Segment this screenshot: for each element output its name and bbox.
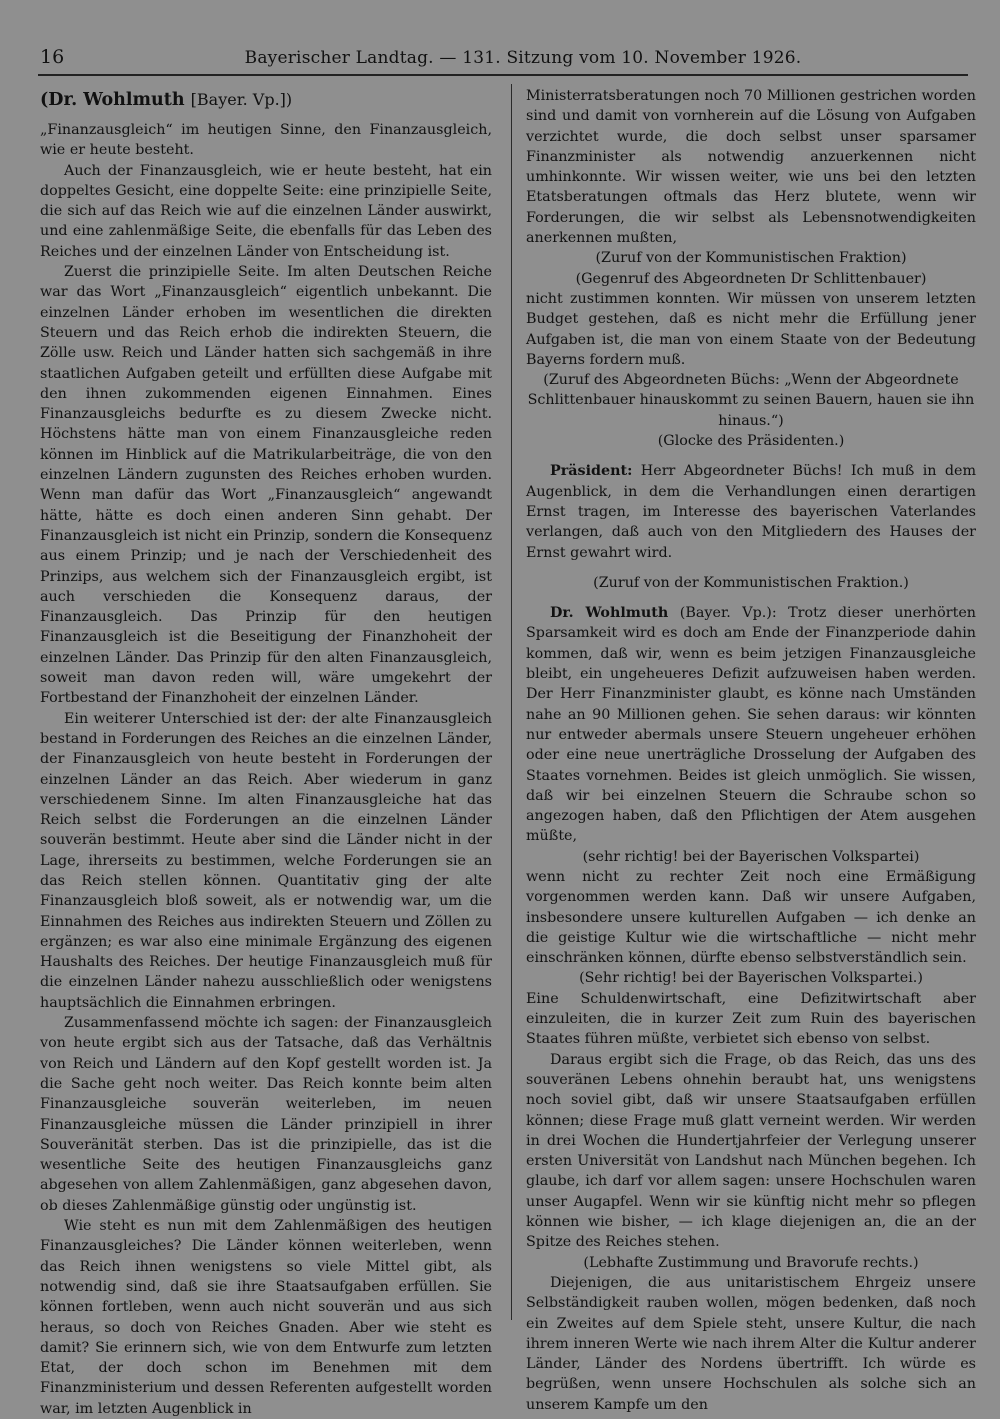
header-rule xyxy=(38,74,968,76)
interjection: (Zuruf des Abgeordneten Büchs: „Wenn der Abgeordnete Schlittenbauer hinauskommt zu seinen Bauern, hauen sie ihn hinaus.“) xyxy=(527,372,975,429)
paragraph: Ein weiterer Unterschied ist der: der alte Finanzausgleich bestand in Forderungen des Reiches an die einzelnen Länder, der Finanzausgleich von heute besteht in Forderungen der einzelnen Länder an das Reich. Aber wiederum in ganz verschiedenem Sinne. Im alten Finanzausgleiche hat das Reich selbst die Forderungen an die einzelnen Länder souverän bestimmt. Heute aber sind die Länder nicht in der Lage, ihrerseits zu bestimmen, welche Forderungen sie an das Reich stellen können. Quantitativ ging der alte Finanzausgleich bloß soweit, als er notwendig war, um die Einnahmen des Reiches aus indirekten Steuern und Zöllen zu ergänzen; es war also eine minimale Ergänzung des eigenen Haushalts des Reiches. Der heutige Finanzausgleich muß für die einzelnen Länder nahezu ausschließlich oder wenigstens hauptsächlich die Einnahmen erbringen. xyxy=(40,710,492,1011)
paragraph: Ministerratsberatungen noch 70 Millionen gestrichen worden sind und damit von vornherein auf die Lösung von Aufgaben verzichtet wurde, die doch selbst unser sparsamer Finanzminister als notwendig anzuerkennen nicht umhinkonnte. Wir wissen weiter, wie uns bei den letzten Etatsberatungen oftmals das Herz blutete, wenn wir Forderungen, die wir selbst als Lebensnotwendigkeiten anerkennen mußten, xyxy=(526,88,976,247)
interjection: (sehr richtig! bei der Bayerischen Volkspartei) xyxy=(582,848,920,865)
paragraph: „Finanzausgleich“ im heutigen Sinne, den Finanzausgleich, wie er heute besteht. xyxy=(40,122,492,159)
president-text: Herr Abgeordneter Büchs! Ich muß in dem Augenblick, in dem die Verhandlungen einen derartigen Ernst tragen, im Interesse des bayerischen Vaterlandes verlangen, daß auch von den Mitgliedern des Hauses der Ernst gewahrt wird. xyxy=(526,463,976,561)
speaker-heading xyxy=(40,88,492,112)
speaker-paragraph xyxy=(526,603,976,847)
interjection: (Zuruf von der Kommunistischen Fraktion) xyxy=(595,250,907,267)
president-label: Präsident: xyxy=(550,463,633,480)
column-divider xyxy=(511,84,512,1320)
running-title: Bayerischer Landtag. — 131. Sitzung vom 10. November 1926. xyxy=(244,48,802,68)
paragraph: Daraus ergibt sich die Frage, ob das Reich, das uns des souveränen Lebens ohnehin beraubt hat, uns wenigstens noch soviel gibt, daß wir unsere Staatsaufgaben erfüllen können; diese Frage muß glatt verneint werden. Wir werden in drei Wochen die Hundertjahrfeier der Verlegung unserer ersten Universität von Landshut nach München begehen. Ich glaube, ich darf vor allem sagen: unsere Hochschulen waren unser Augapfel. Wenn wir sie künftig nicht mehr so pflegen können wie bisher, — ich klage diejenigen an, die an der Spitze des Reiches stehen. xyxy=(526,1051,976,1251)
interjection: (Sehr richtig! bei der Bayerischen Volkspartei.) xyxy=(579,970,923,987)
interjection: (Glocke des Präsidenten.) xyxy=(657,433,845,450)
interjection: (Gegenruf des Abgeordneten Dr Schlittenbauer) xyxy=(575,270,927,287)
left-column xyxy=(40,86,492,1419)
interjection: (Lebhafte Zustimmung und Bravorufe rechts.) xyxy=(583,1254,919,1271)
president-paragraph xyxy=(526,461,976,562)
page-header xyxy=(38,40,968,76)
paragraph: Wie steht es nun mit dem Zahlenmäßigen des heutigen Finanzausgleiches? Die Länder können weiterleben, wenn das Reich ihnen wenigstens so viele Mittel gibt, als notwendig sind, daß sie ihre Staatsaufgaben erfüllen. Sie können fortleben, wenn auch nicht souverän und aus sich heraus, so doch von Reiches Gnaden. Aber wie steht es damit? Sie erinnern sich, wie von dem Entwurfe zum letzten Etat, der doch schon im Benehmen mit dem Finanzministerium und dessen Referenten aufgestellt worden war, im letzten Augenblick in xyxy=(40,1218,492,1417)
right-column xyxy=(526,86,976,1415)
paragraph: Diejenigen, die aus unitaristischem Ehrgeiz unsere Selbständigkeit rauben wollen, mögen bedenken, daß noch ein Zweites auf dem Spiele steht, unsere Kultur, die nach ihrem inneren Werte wie nach ihrem Alter die Kultur anderer Länder, Länder des Nordens übertrifft. Ich würde es begrüßen, wenn unsere Hochschulen als solche sich an unserem Kampfe um den xyxy=(526,1274,976,1413)
page-number: 16 xyxy=(40,46,65,68)
speaker-party: [Bayer. Vp.]) xyxy=(190,90,293,109)
paragraph: Zuerst die prinzipielle Seite. Im alten Deutschen Reiche war das Wort „Finanzausgleich“ eigentlich unbekannt. Die einzelnen Länder erhoben im wesentlichen die direkten Steuern und das Reich erhob die indirekten Steuern, die Zölle usw. Reich und Länder hatten sich sachgemäß in ihre staatlichen Aufgaben geteilt und erfüllten diese Aufgabe mit den ihnen zukommenden eigenen Einnahmen. Eines Finanzausgleichs bedurfte es zu diesem Zwecke nicht. Höchstens hätte man von einem Finanzausgleiche reden können im Hinblick auf die Matrikularbeiträge, die von den einzelnen Ländern zugunsten des Reiches erhoben wurden. Wenn man dafür das Wort „Finanzausgleich“ angewandt hätte, hätte es doch einen anderen Sinn gehabt. Der Finanzausgleich ist nicht ein Prinzip, sondern die Konsequenz aus einem Prinzip; und je nach der Verschiedenheit des Prinzips, aus welchem sich der Finanzausgleich ergibt, ist auch verschieden die Konsequenz daraus, der Finanzausgleich. Das Prinzip für den heutigen Finanzausgleich ist die Beseitigung der Finanzhoheit der einzelnen Länder. Das Prinzip für den alten Finanzausgleich, soweit man davon reden will, wäre umgekehrt der Fortbestand der Finanzhoheit der einzelnen Länder. xyxy=(40,264,492,707)
speaker-text: (Bayer. Vp.): Trotz dieser unerhörten Sparsamkeit wird es doch am Ende der Finanzperiode dahin kommen, daß wir, wenn es beim jetzigen Finanzausgleiche bleibt, ein ungeheueres Defizit aufzuweisen haben werden. Der Herr Finanzminister glaubt, es könne nach Umständen nahe an 90 Millionen gehen. Sie sehen daraus: wir könnten nur entweder abermals unsere Steuern ungeheuer erhöhen oder eine neue unerträgliche Drosselung der Aufgaben des Staates vornehmen. Beides ist gleich unmöglich. Sie wissen, daß wir bei einzelnen Steuern die Schraube schon so angezogen haben, daß den Pflichtigen der Atem ausgehen müßte, xyxy=(526,605,976,845)
paragraph: Auch der Finanzausgleich, wie er heute besteht, hat ein doppeltes Gesicht, eine doppelte Seite: eine prinzipielle Seite, die sich auf das Reich wie auf die einzelnen Länder auswirkt, und eine zahlenmäßige Seite, die ebenfalls für das Leben des Reiches und der einzelnen Länder von Entscheidung ist. xyxy=(40,162,492,260)
paragraph: Eine Schuldenwirtschaft, eine Defizitwirtschaft aber einzuleiten, die in kurzer Zeit zum Ruin des bayerischen Staates führen müßte, verbietet sich ebenso von selbst. xyxy=(526,990,976,1048)
paragraph: nicht zustimmen konnten. Wir müssen von unserem letzten Budget gestehen, daß es nicht mehr die Erfüllung jener Aufgaben ist, die man von einem Staate von der Bedeutung Bayerns fordern muß. xyxy=(526,290,976,368)
paragraph: Zusammenfassend möchte ich sagen: der Finanzausgleich von heute ergibt sich aus der Tatsache, daß das Verhältnis von Reich und Ländern auf den Kopf gestellt worden ist. Ja die Sache geht noch weiter. Das Reich konnte beim alten Finanzausgleiche souverän weiterleben, im neuen Finanzausgleiche müssen die Länder prinzipiell in ihrer Souveränität sterben. Das ist die prinzipielle, das ist die wesentliche Seite des heutigen Finanzausgleichs ganz abgesehen von allem Zahlenmäßigen, ganz abgesehen davon, ob dieses Zahlenmäßige günstig oder ungünstig ist. xyxy=(40,1015,492,1214)
interjection: (Zuruf von der Kommunistischen Fraktion.) xyxy=(593,574,909,591)
speaker-name: (Dr. Wohlmuth xyxy=(40,90,185,110)
speaker-name: Dr. Wohlmuth xyxy=(550,605,669,622)
paragraph: wenn nicht zu rechter Zeit noch eine Ermäßigung vorgenommen werden kann. Daß wir unsere Aufgaben, insbesondere unsere kulturellen Aufgaben — ich denke an die geistige Kultur wie die wirtschaftliche — nicht mehr einschränken können, dürfte ebenso selbstverständlich sein. xyxy=(526,868,976,967)
